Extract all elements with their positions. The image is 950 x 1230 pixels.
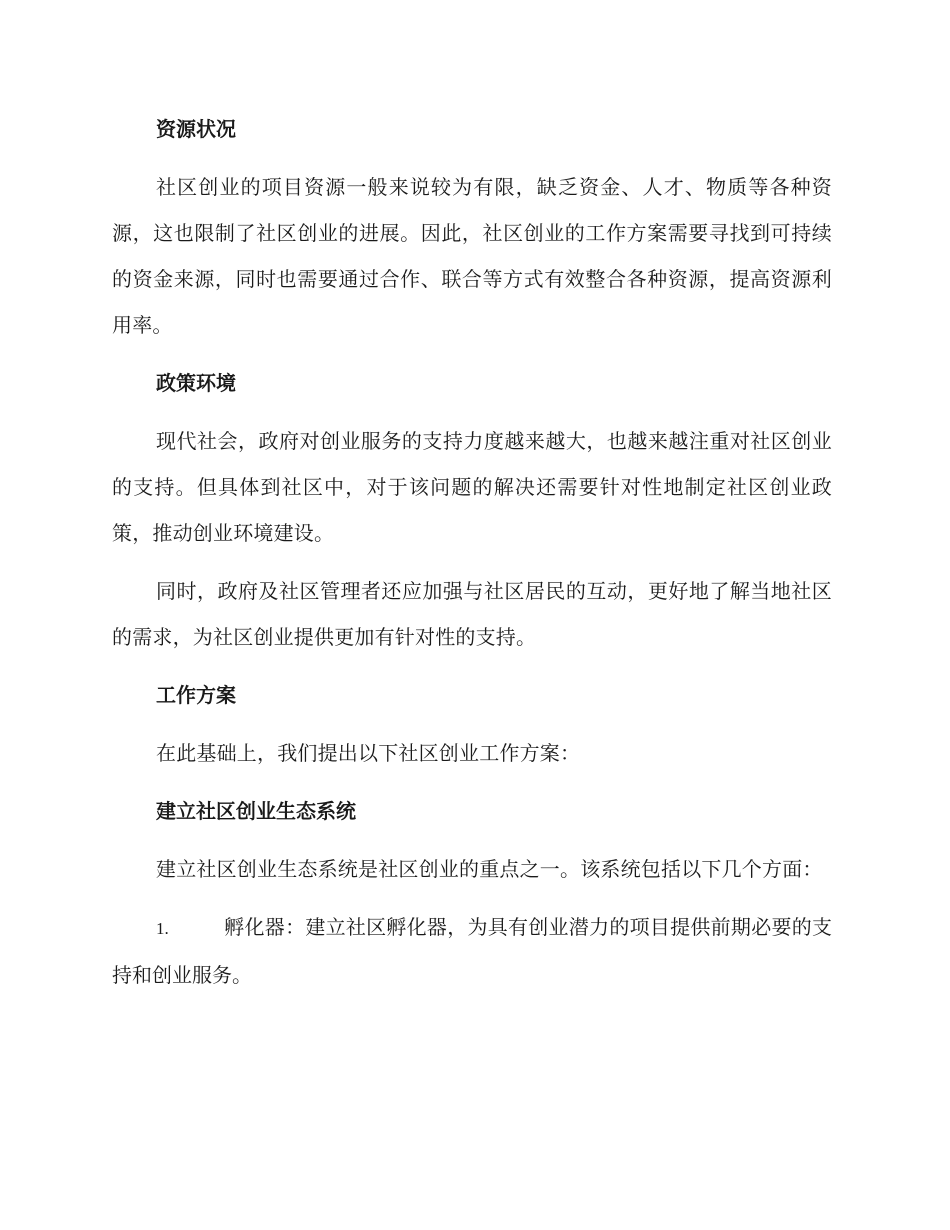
paragraph-resources: 社区创业的项目资源一般来说较为有限，缺乏资金、人才、物质等各种资源，这也限制了社区创业的进展。因此，社区创业的工作方案需要寻找到可持续的资金来源，同时也需要通过合作、联合等方式有效整合各种资源，提高资源利用率。 (112, 175, 832, 337)
paragraph-work-plan: 在此基础上，我们提出以下社区创业工作方案： (156, 741, 581, 765)
paragraph-ecosystem: 建立社区创业生态系统是社区创业的重点之一。该系统包括以下几个方面： (156, 857, 823, 881)
section-heading-ecosystem: 建立社区创业生态系统 (156, 799, 356, 823)
section-heading-policy: 政策环境 (156, 371, 236, 395)
paragraph-policy-2: 同时，政府及社区管理者还应加强与社区居民的互动，更好地了解当地社区的需求，为社区创业提供更加有针对性的支持。 (112, 579, 832, 649)
section-heading-resources: 资源状况 (156, 117, 236, 141)
section-heading-work-plan: 工作方案 (156, 683, 236, 707)
list-item-text: 孵化器：建立社区孵化器，为具有创业潜力的项目提供前期必要的支持和创业服务。 (112, 915, 832, 987)
paragraph-policy-1: 现代社会，政府对创业服务的支持力度越来越大，也越来越注重对社区创业的支持。但具体到社区中，对于该问题的解决还需要针对性地制定社区创业政策，推动创业环境建设。 (112, 429, 832, 545)
list-item-number: 1. (156, 919, 169, 938)
document-body (112, 106, 832, 1010)
list-item (112, 904, 832, 998)
